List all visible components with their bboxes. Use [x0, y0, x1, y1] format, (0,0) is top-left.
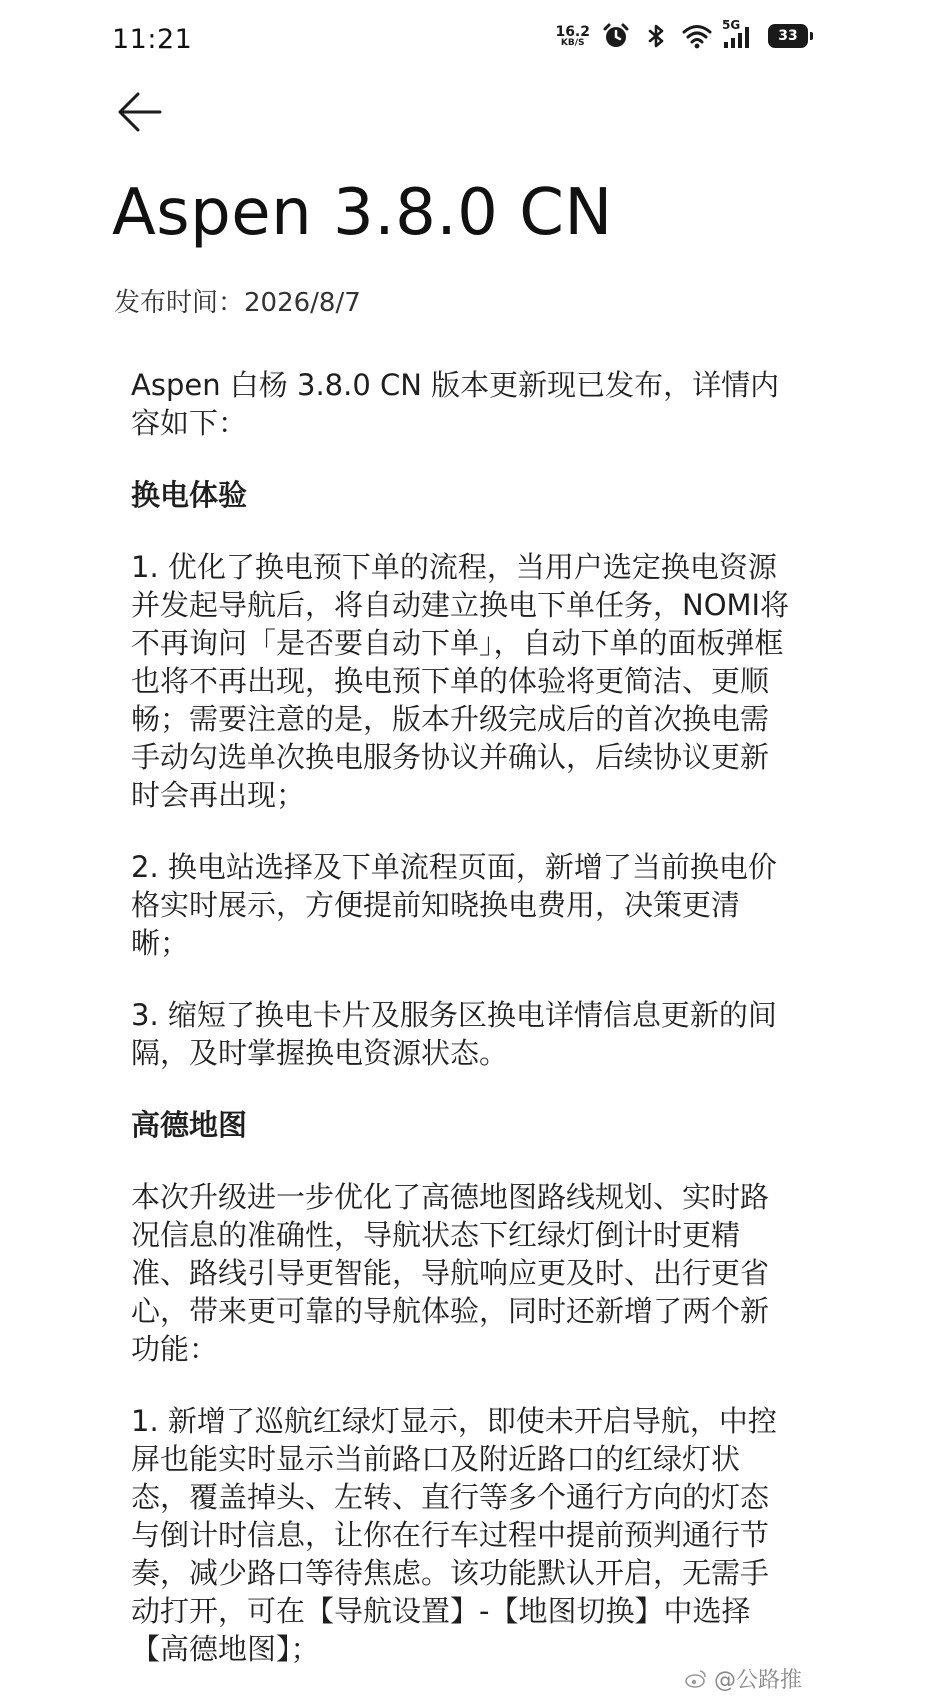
status-bar: [0, 0, 938, 80]
section-heading-battery-swap: 换电体验: [131, 478, 248, 512]
amap-intro: 本次升级进一步优化了高德地图路线规划、实时路况信息的准确性，导航状态下红绿灯倒计时更精准、路线引导更智能，导航响应更及时、出行更省心，带来更可靠的导航体验，同时还新增了两个新功能：: [131, 1180, 770, 1366]
battery-swap-item-1: 1. 优化了换电预下单的流程，当用户选定换电资源并发起导航后，将自动建立换电下单任务，NOMI将不再询问「是否要自动下单」，自动下单的面板弹框也将不再出现，换电预下单的体验将更简洁、更顺畅；需要注意的是，版本升级完成后的首次换电需手动勾选单次换电服务协议并确认，后续协议更新时会再出现；: [131, 550, 790, 812]
battery-swap-item-2: 2. 换电站选择及下单流程页面，新增了当前换电价格实时展示，方便提前知晓换电费用，决策更清晰；: [131, 850, 777, 960]
signal-icon: [722, 18, 756, 50]
battery-swap-item-3: 3. 缩短了换电卡片及服务区换电详情信息更新的间隔，及时掌握换电资源状态。: [131, 998, 777, 1070]
network-type: 5G: [722, 18, 741, 32]
intro-text: Aspen 白杨 3.8.0 CN 版本更新现已发布，详情内容如下：: [131, 368, 780, 440]
weibo-icon: [684, 1667, 708, 1691]
alarm-icon: [602, 22, 630, 50]
wifi-icon: [682, 22, 710, 50]
arrow-left-icon: [116, 88, 166, 138]
bluetooth-icon: [642, 22, 670, 50]
battery-icon: [768, 24, 808, 48]
amap-item-1: 1. 新增了巡航红绿灯显示，即使未开启导航，中控屏也能实时显示当前路口及附近路口的红绿灯状态，覆盖掉头、左转、直行等多个通行方向的灯态与倒计时信息，让你在行车过程中提前预判通行节奏，减少路口等待焦虑。该功能默认开启，无需手动打开，可在【导航设置】-【地图切换】中选择【高德地图】；: [131, 1404, 777, 1666]
watermark: [684, 1663, 802, 1694]
back-button[interactable]: [116, 88, 166, 138]
status-time: 11:21: [112, 24, 193, 55]
watermark-text: @公路推: [713, 1668, 802, 1693]
page-title: Aspen 3.8.0 CN: [112, 176, 613, 250]
battery-level: 33: [778, 28, 798, 44]
release-date: 发布时间：2026/8/7: [114, 288, 361, 318]
net-speed: [555, 25, 590, 48]
section-heading-amap: 高德地图: [131, 1108, 248, 1142]
status-icons: [555, 18, 808, 50]
release-notes-content: [131, 366, 791, 1668]
net-speed-unit: KB/S: [560, 37, 585, 48]
net-speed-value: 16.2: [555, 23, 590, 40]
